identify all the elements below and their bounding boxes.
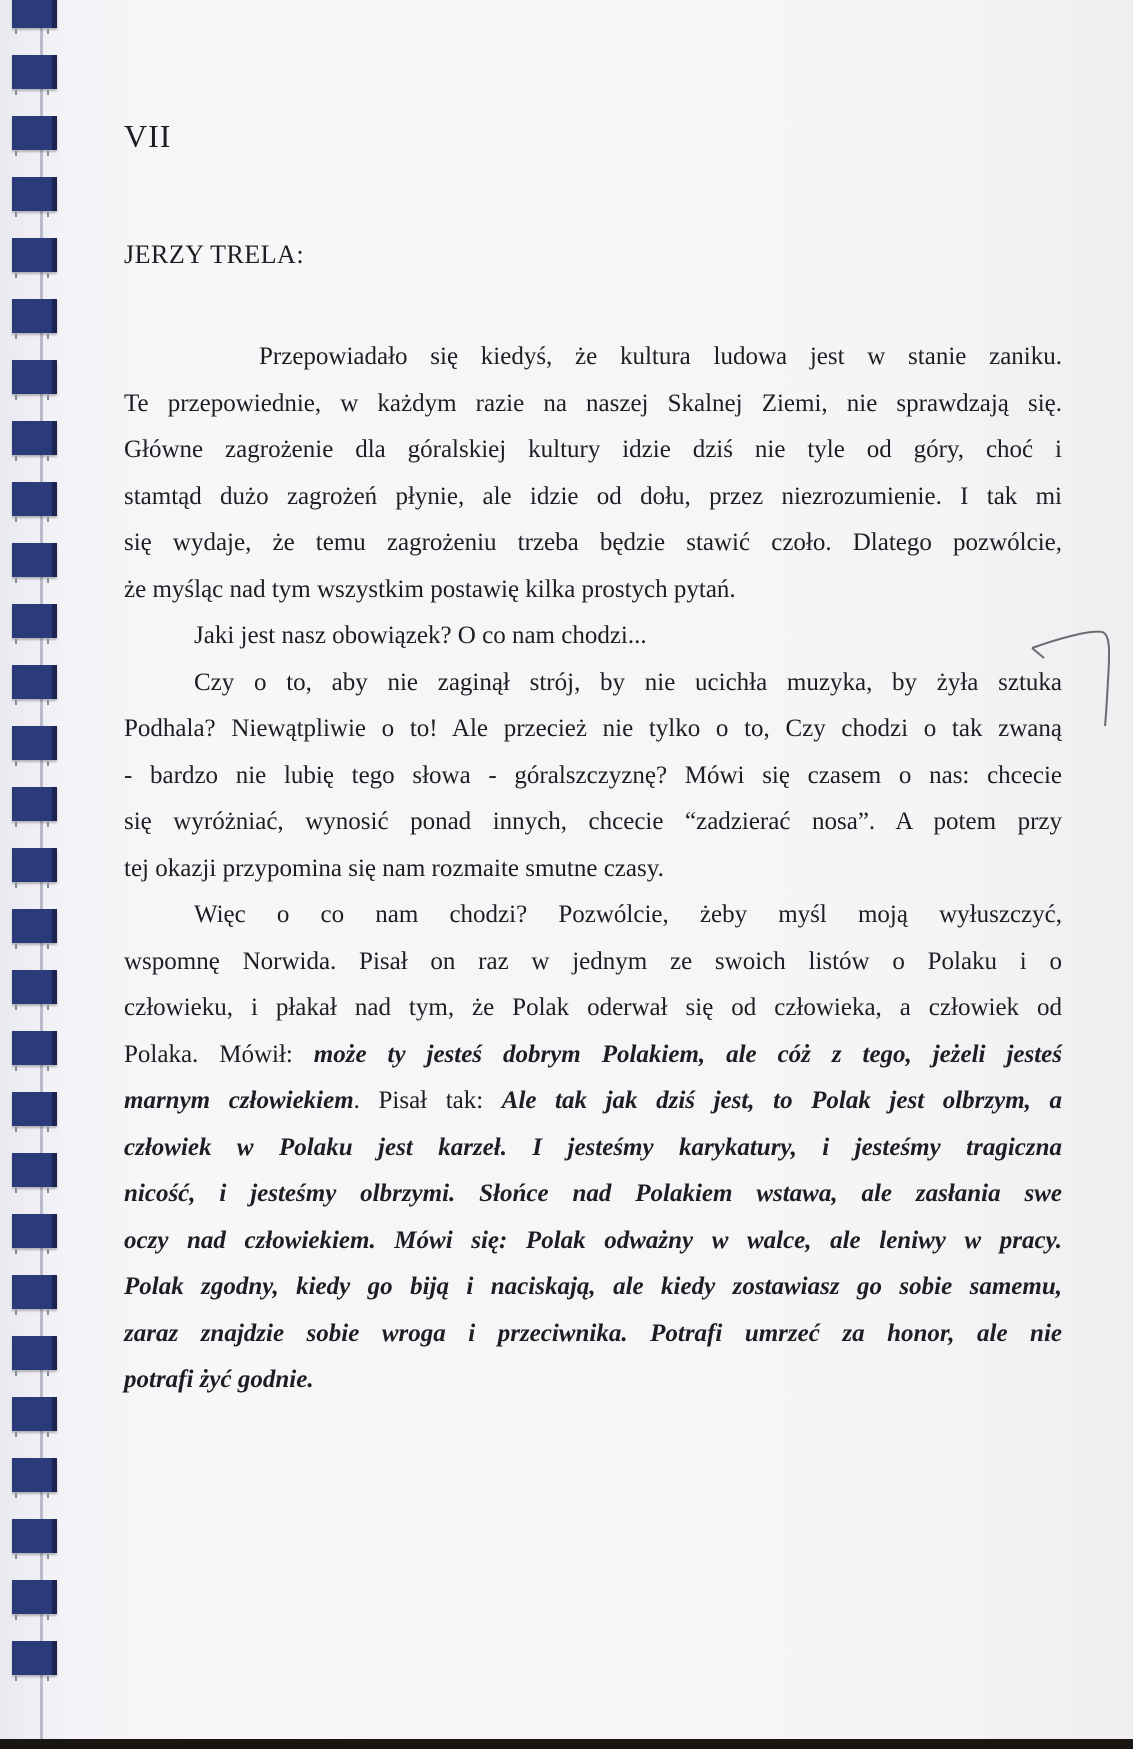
text-segment: Jaki jest nasz obowiązek? O co nam chodzi...: [194, 622, 647, 649]
binding-comb: [12, 1092, 57, 1126]
binding-comb: [12, 1275, 57, 1309]
binding-comb: [12, 421, 57, 455]
text-line: [124, 1264, 1062, 1311]
text-segment: Polaka. Mówił:: [124, 1040, 314, 1068]
binding-comb: [12, 726, 57, 760]
text-line: [124, 427, 1062, 474]
text-line: [124, 567, 1062, 614]
text-segment: człowieku, i płakał nad tym, że Polak oderwał się od człowieka, a człowiek od: [124, 994, 1062, 1021]
text-segment: Czy o to, aby nie zaginął strój, by nie ucichła muzyka, by żyła sztuka: [194, 668, 1062, 696]
binding-comb: [12, 1031, 57, 1065]
text-line: [124, 381, 1062, 428]
binding-comb: [12, 787, 57, 821]
binding-comb: [12, 116, 57, 150]
text-line: [124, 1078, 1062, 1125]
quote-segment: zaraz znajdzie sobie wroga i przeciwnika. Potrafi umrzeć za honor, ale nie: [124, 1319, 1062, 1347]
quote-segment: marnym człowiekiem: [124, 1087, 354, 1114]
text-segment: - bardzo nie lubię tego słowa - góralszczyznę? Mówi się czasem o nas: chcecie: [124, 761, 1062, 789]
text-line: [124, 1311, 1062, 1358]
body-text: [124, 334, 1062, 1404]
binding-comb: [12, 0, 57, 28]
text-line: [124, 939, 1062, 986]
text-segment: Przepowiadało się kiedyś, że kultura ludowa jest w stanie zaniku.: [259, 343, 1062, 370]
text-line: [124, 474, 1062, 521]
text-segment: stamtąd dużo zagrożeń płynie, ale idzie od dołu, przez niezrozumienie. I tak mi: [124, 482, 1062, 510]
binding-comb: [12, 909, 57, 943]
binding-comb: [12, 238, 57, 272]
text-line: [124, 1218, 1062, 1265]
text-line: [124, 1357, 1062, 1404]
binding-comb: [12, 482, 57, 516]
text-segment: . Pisał tak:: [353, 1087, 502, 1114]
binding-comb: [12, 55, 57, 89]
binding-comb: [12, 1641, 57, 1675]
text-line: [124, 660, 1062, 707]
quote-segment: Ale tak jak dziś jest, to Polak jest olbrzym, a: [501, 1087, 1062, 1114]
text-segment: wspomnę Norwida. Pisał on raz w jednym ze swoich listów o Polaku i o: [124, 947, 1062, 975]
binding-comb: [12, 1458, 57, 1492]
binding-comb: [12, 665, 57, 699]
text-line: [124, 1125, 1062, 1172]
binding-comb: [12, 543, 57, 577]
binding-comb: [12, 1519, 57, 1553]
binding-comb: [12, 604, 57, 638]
text-line: [124, 1032, 1062, 1079]
text-segment: się wyróżniać, wynosić ponad innych, chcecie “zadzierać nosa”. A potem przy: [124, 808, 1062, 835]
text-segment: się wydaje, że temu zagrożeniu trzeba będzie stawić czoło. Dlatego pozwólcie,: [124, 529, 1062, 556]
text-line: [124, 892, 1062, 939]
pen-margin-mark: [1030, 620, 1110, 730]
binding-comb: [12, 1397, 57, 1431]
binding-comb: [12, 177, 57, 211]
scan-bottom-edge: [0, 1739, 1133, 1749]
text-segment: tej okazji przypomina się nam rozmaite smutne czasy.: [124, 854, 664, 882]
chapter-number: VII: [124, 118, 172, 154]
quote-segment: Polak zgodny, kiedy go biją i naciskają, ale kiedy zostawiasz go sobie samemu,: [124, 1273, 1062, 1300]
text-line: [124, 753, 1062, 800]
text-line: [124, 846, 1062, 893]
binding-comb: [12, 1214, 57, 1248]
text-line: [124, 706, 1062, 753]
quote-segment: może ty jesteś dobrym Polakiem, ale cóż z tego, jeżeli jesteś: [313, 1040, 1062, 1068]
quote-segment: człowiek w Polaku jest karzeł. I jesteśmy karykatury, i jesteśmy tragiczna: [124, 1133, 1062, 1161]
quote-segment: nicość, i jesteśmy olbrzymi. Słońce nad Polakiem wstawa, ale zasłania swe: [124, 1180, 1062, 1207]
text-line: [124, 985, 1062, 1032]
binding-comb: [12, 360, 57, 394]
text-line: [124, 334, 1062, 381]
text-segment: Główne zagrożenie dla góralskiej kultury idzie dziś nie tyle od góry, choć i: [124, 436, 1062, 463]
quote-segment: potrafi żyć godnie.: [124, 1366, 314, 1393]
text-segment: Więc o co nam chodzi? Pozwólcie, żeby myśl moją wyłuszczyć,: [194, 901, 1062, 928]
binding-comb: [12, 1153, 57, 1187]
text-line: [124, 799, 1062, 846]
binding-comb: [12, 970, 57, 1004]
binding-comb: [12, 299, 57, 333]
speaker-heading: JERZY TRELA:: [124, 240, 305, 269]
text-segment: Te przepowiednie, w każdym razie na naszej Skalnej Ziemi, nie sprawdzają się.: [124, 389, 1062, 417]
binding-comb: [12, 848, 57, 882]
binding-comb: [12, 1336, 57, 1370]
text-line: [124, 613, 1062, 660]
binding-comb: [12, 1580, 57, 1614]
text-line: [124, 1171, 1062, 1218]
text-segment: że myśląc nad tym wszystkim postawię kilka prostych pytań.: [124, 575, 736, 603]
text-segment: Podhala? Niewątpliwie o to! Ale przecież nie tylko o to, Czy chodzi o tak zwaną: [124, 715, 1062, 742]
quote-segment: oczy nad człowiekiem. Mówi się: Polak odważny w walce, ale leniwy w pracy.: [124, 1226, 1062, 1254]
text-line: [124, 520, 1062, 567]
